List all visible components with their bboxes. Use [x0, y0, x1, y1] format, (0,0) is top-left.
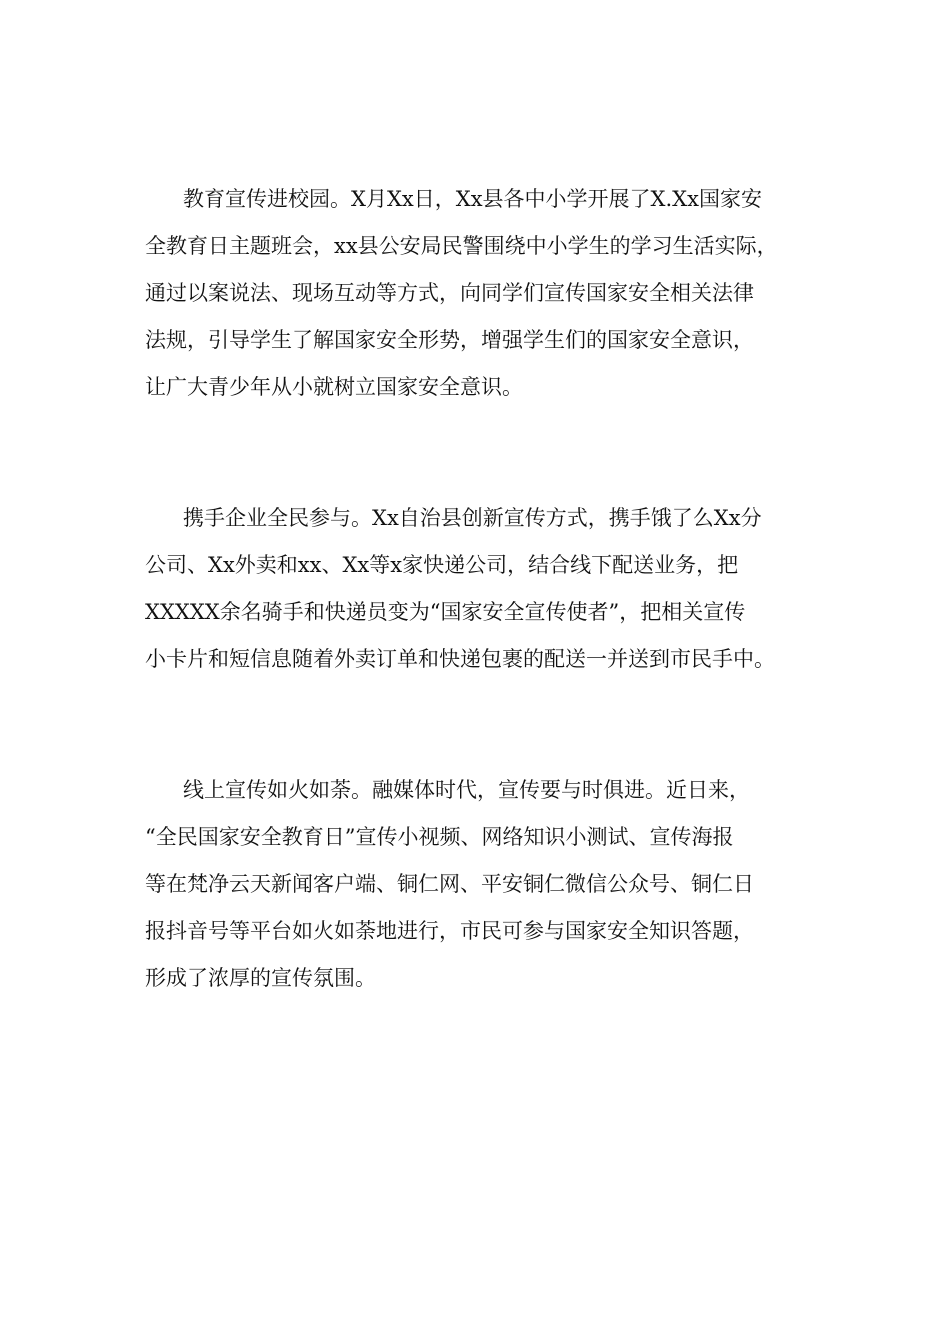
- paragraph-line: XXXXX余名骑手和快递员变为“国家安全宣传使者”，把相关宣传: [145, 600, 746, 624]
- paragraph-campus-education: [145, 176, 825, 411]
- paragraph-line: 通过以案说法、现场互动等方式，向同学们宣传国家安全相关法律: [145, 281, 754, 305]
- paragraph-line: 小卡片和短信息随着外卖订单和快递包裹的配送一并送到市民手中。: [145, 647, 775, 671]
- paragraph-line: 报抖音号等平台如火如荼地进行，市民可参与国家安全知识答题，: [145, 919, 754, 943]
- paragraph-online-promotion: [145, 767, 825, 1002]
- paragraph-line: 全教育日主题班会，xx县公安局民警围绕中小学生的学习生活实际，: [145, 234, 778, 258]
- paragraph-line: 形成了浓厚的宣传氛围。: [145, 966, 376, 990]
- paragraph-line: 线上宣传如火如荼。融媒体时代，宣传要与时俱进。近日来，: [183, 778, 750, 802]
- paragraph-line: 等在梵净云天新闻客户端、铜仁网、平安铜仁微信公众号、铜仁日: [145, 872, 754, 896]
- paragraph-line: 携手企业全民参与。Xx自治县创新宣传方式，携手饿了么Xx分: [183, 506, 762, 530]
- paragraph-line: 公司、Xx外卖和xx、Xx等x家快递公司，结合线下配送业务，把: [145, 553, 739, 577]
- document-body: [145, 176, 825, 1086]
- paragraph-line: “全民国家安全教育日”宣传小视频、网络知识小测试、宣传海报: [145, 825, 734, 849]
- paragraph-line: 教育宣传进校园。X月Xx日，Xx县各中小学开展了X.Xx国家安: [183, 187, 762, 211]
- paragraph-line: 让广大青少年从小就树立国家安全意识。: [145, 375, 523, 399]
- paragraph-line: 法规，引导学生了解国家安全形势，增强学生们的国家安全意识，: [145, 328, 754, 352]
- paragraph-enterprise-participation: [145, 495, 825, 683]
